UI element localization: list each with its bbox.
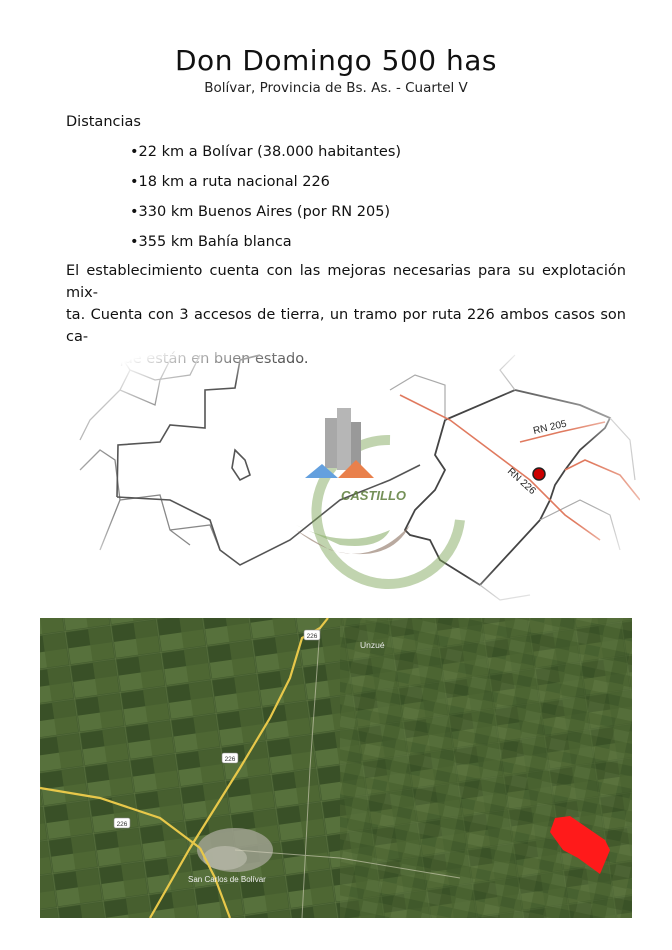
distance-item: •22 km a Bolívar (38.000 habitantes) [130, 144, 402, 160]
route-shield [222, 753, 238, 763]
svg-text:226: 226 [224, 756, 236, 763]
place-label-bolivar: San Carlos de Bolívar [188, 875, 266, 884]
page-subtitle: Bolívar, Provincia de Bs. As. - Cuartel V [204, 80, 468, 96]
satellite-image [40, 618, 632, 918]
distances-list [130, 143, 401, 263]
location-map [60, 350, 640, 610]
place-label-unzue: Unzué [360, 640, 385, 650]
route-shield [114, 818, 130, 828]
distance-item: •330 km Buenos Aires (por RN 205) [130, 204, 391, 220]
distance-item: •355 km Bahía blanca [130, 234, 292, 250]
svg-text:226: 226 [116, 821, 128, 828]
description-line: ta. Cuenta con 3 accesos de tierra, un tramo por ruta 226 ambos casos son ca- [66, 307, 626, 345]
svg-text:226: 226 [306, 633, 318, 640]
page-title: Don Domingo 500 has [175, 44, 497, 77]
route-shield [304, 630, 320, 640]
distance-item: •18 km a ruta nacional 226 [130, 174, 330, 190]
description-line: El establecimiento cuenta con las mejoras necesarias para su explotación mix- [66, 263, 626, 301]
distances-label: Distancias [66, 114, 141, 130]
